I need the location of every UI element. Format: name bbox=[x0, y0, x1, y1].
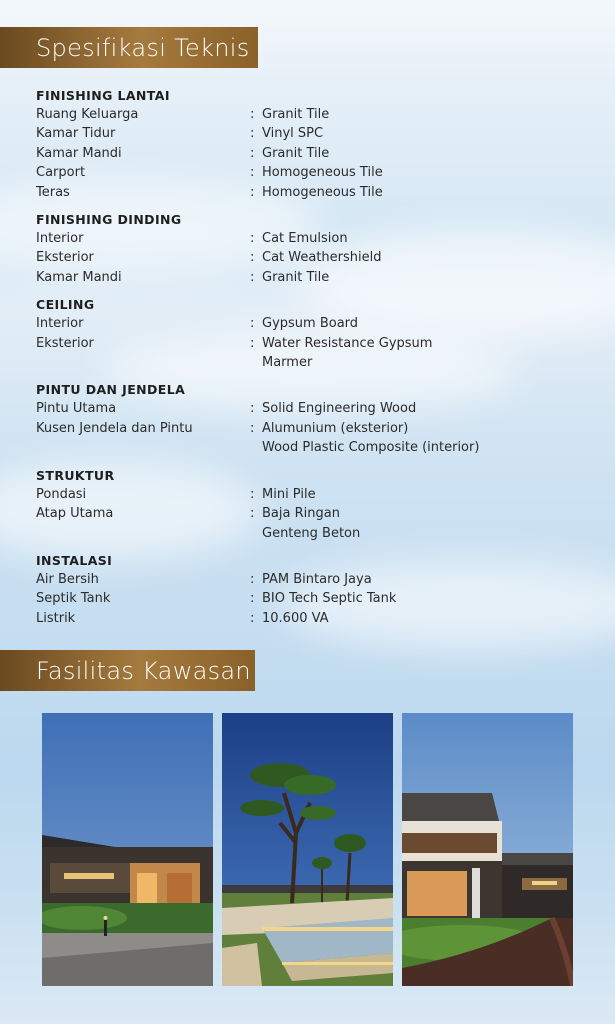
spec-label: Interior bbox=[36, 316, 84, 332]
spec-colon: : bbox=[250, 316, 255, 332]
facilities-banner bbox=[0, 650, 255, 691]
spec-section bbox=[36, 86, 596, 202]
spec-value bbox=[262, 144, 596, 163]
spec-label: Ruang Keluarga bbox=[36, 107, 139, 122]
spec-value bbox=[262, 570, 596, 589]
spec-row bbox=[36, 589, 596, 608]
facilities-title: Fasilitas Kawasan bbox=[36, 656, 251, 685]
spec-section-title: STRUKTUR bbox=[36, 467, 115, 483]
photo-clubhouse-entrance bbox=[42, 713, 213, 986]
spec-row bbox=[36, 163, 596, 182]
spec-value bbox=[262, 229, 596, 248]
spec-colon: : bbox=[250, 506, 255, 522]
spec-value bbox=[262, 419, 596, 458]
spec-value-line: Granit Tile bbox=[262, 107, 330, 122]
spec-row bbox=[36, 268, 596, 287]
spec-value bbox=[262, 504, 596, 543]
spec-banner bbox=[0, 27, 258, 68]
spec-value bbox=[262, 399, 596, 418]
spec-colon: : bbox=[250, 231, 255, 247]
spec-value bbox=[262, 163, 596, 182]
spec-value-line: Granit Tile bbox=[262, 145, 330, 161]
spec-list bbox=[36, 86, 596, 628]
photo-garden-water-feature bbox=[222, 713, 393, 986]
spec-row bbox=[36, 570, 596, 589]
spec-label: Eksterior bbox=[36, 335, 94, 351]
spec-value-line: Wood Plastic Composite (interior) bbox=[262, 440, 480, 456]
spec-section-title: FINISHING LANTAI bbox=[36, 88, 170, 103]
spec-value-line: Water Resistance Gypsum bbox=[262, 335, 433, 351]
spec-value bbox=[262, 334, 596, 373]
spec-value bbox=[262, 609, 596, 628]
spec-label: Kamar Tidur bbox=[36, 126, 116, 142]
spec-row bbox=[36, 144, 596, 163]
spec-value-line: Gypsum Board bbox=[262, 316, 359, 332]
spec-label: Pondasi bbox=[36, 486, 87, 502]
spec-value-line: 10.600 VA bbox=[262, 610, 329, 626]
spec-value-line: Baja Ringan bbox=[262, 506, 340, 522]
spec-colon: : bbox=[250, 107, 255, 122]
spec-section bbox=[36, 466, 596, 543]
spec-colon: : bbox=[250, 184, 255, 200]
spec-row bbox=[36, 419, 596, 458]
spec-value-line: Marmer bbox=[262, 355, 313, 371]
spec-value-line: Homogeneous Tile bbox=[262, 184, 383, 200]
spec-colon: : bbox=[250, 591, 255, 607]
spec-value-line: Granit Tile bbox=[262, 269, 330, 285]
spec-colon: : bbox=[250, 269, 255, 285]
spec-label: Air Bersih bbox=[36, 571, 99, 587]
spec-colon: : bbox=[250, 486, 255, 502]
spec-row bbox=[36, 314, 596, 333]
spec-value bbox=[262, 268, 596, 287]
photo-clubhouse-building bbox=[402, 713, 573, 986]
spec-row bbox=[36, 183, 596, 202]
spec-value-line: Vinyl SPC bbox=[262, 126, 324, 142]
spec-value bbox=[262, 105, 596, 124]
spec-label: Carport bbox=[36, 165, 86, 181]
spec-value-line: Genteng Beton bbox=[262, 525, 361, 541]
spec-colon: : bbox=[250, 610, 255, 626]
spec-row bbox=[36, 609, 596, 628]
spec-label: Kamar Mandi bbox=[36, 269, 122, 285]
spec-value-line: Mini Pile bbox=[262, 486, 316, 502]
spec-colon: : bbox=[250, 145, 255, 161]
spec-label: Pintu Utama bbox=[36, 401, 117, 417]
spec-section-title: FINISHING DINDING bbox=[36, 212, 182, 228]
spec-label: Kusen Jendela dan Pintu bbox=[36, 420, 193, 436]
spec-value bbox=[262, 124, 596, 143]
spec-row bbox=[36, 124, 596, 143]
spec-section-title: CEILING bbox=[36, 297, 95, 313]
spec-colon: : bbox=[250, 250, 255, 266]
spec-value-line: Solid Engineering Wood bbox=[262, 401, 417, 417]
spec-colon: : bbox=[250, 335, 255, 351]
spec-section bbox=[36, 551, 596, 628]
spec-colon: : bbox=[250, 420, 255, 436]
spec-label: Teras bbox=[36, 184, 70, 200]
spec-row bbox=[36, 485, 596, 504]
spec-section bbox=[36, 210, 596, 287]
spec-row bbox=[36, 229, 596, 248]
spec-row bbox=[36, 504, 596, 543]
spec-colon: : bbox=[250, 401, 255, 417]
spec-value-line: PAM Bintaro Jaya bbox=[262, 571, 372, 587]
spec-value bbox=[262, 589, 596, 608]
spec-value-line: Homogeneous Tile bbox=[262, 165, 383, 181]
spec-label: Listrik bbox=[36, 610, 76, 626]
spec-label: Eksterior bbox=[36, 250, 94, 266]
spec-section bbox=[36, 380, 596, 457]
spec-value bbox=[262, 485, 596, 504]
spec-value-line: Cat Weathershield bbox=[262, 250, 382, 266]
spec-value bbox=[262, 183, 596, 202]
spec-section-title: INSTALASI bbox=[36, 552, 113, 568]
spec-value-line: BIO Tech Septic Tank bbox=[262, 591, 397, 607]
spec-row bbox=[36, 248, 596, 267]
spec-label: Interior bbox=[36, 231, 84, 247]
spec-value-line: Cat Emulsion bbox=[262, 231, 348, 247]
spec-colon: : bbox=[250, 165, 255, 181]
spec-row bbox=[36, 334, 596, 373]
spec-colon: : bbox=[250, 126, 255, 142]
spec-colon: : bbox=[250, 571, 255, 587]
spec-label: Kamar Mandi bbox=[36, 145, 122, 161]
spec-label: Septik Tank bbox=[36, 591, 111, 607]
spec-value bbox=[262, 248, 596, 267]
spec-row bbox=[36, 399, 596, 418]
spec-section bbox=[36, 295, 596, 372]
spec-value-line: Alumunium (eksterior) bbox=[262, 420, 409, 436]
spec-row bbox=[36, 105, 596, 124]
spec-value bbox=[262, 314, 596, 333]
spec-section-title: PINTU DAN JENDELA bbox=[36, 382, 186, 398]
spec-label: Atap Utama bbox=[36, 506, 114, 522]
spec-title: Spesifikasi Teknis bbox=[36, 33, 250, 62]
